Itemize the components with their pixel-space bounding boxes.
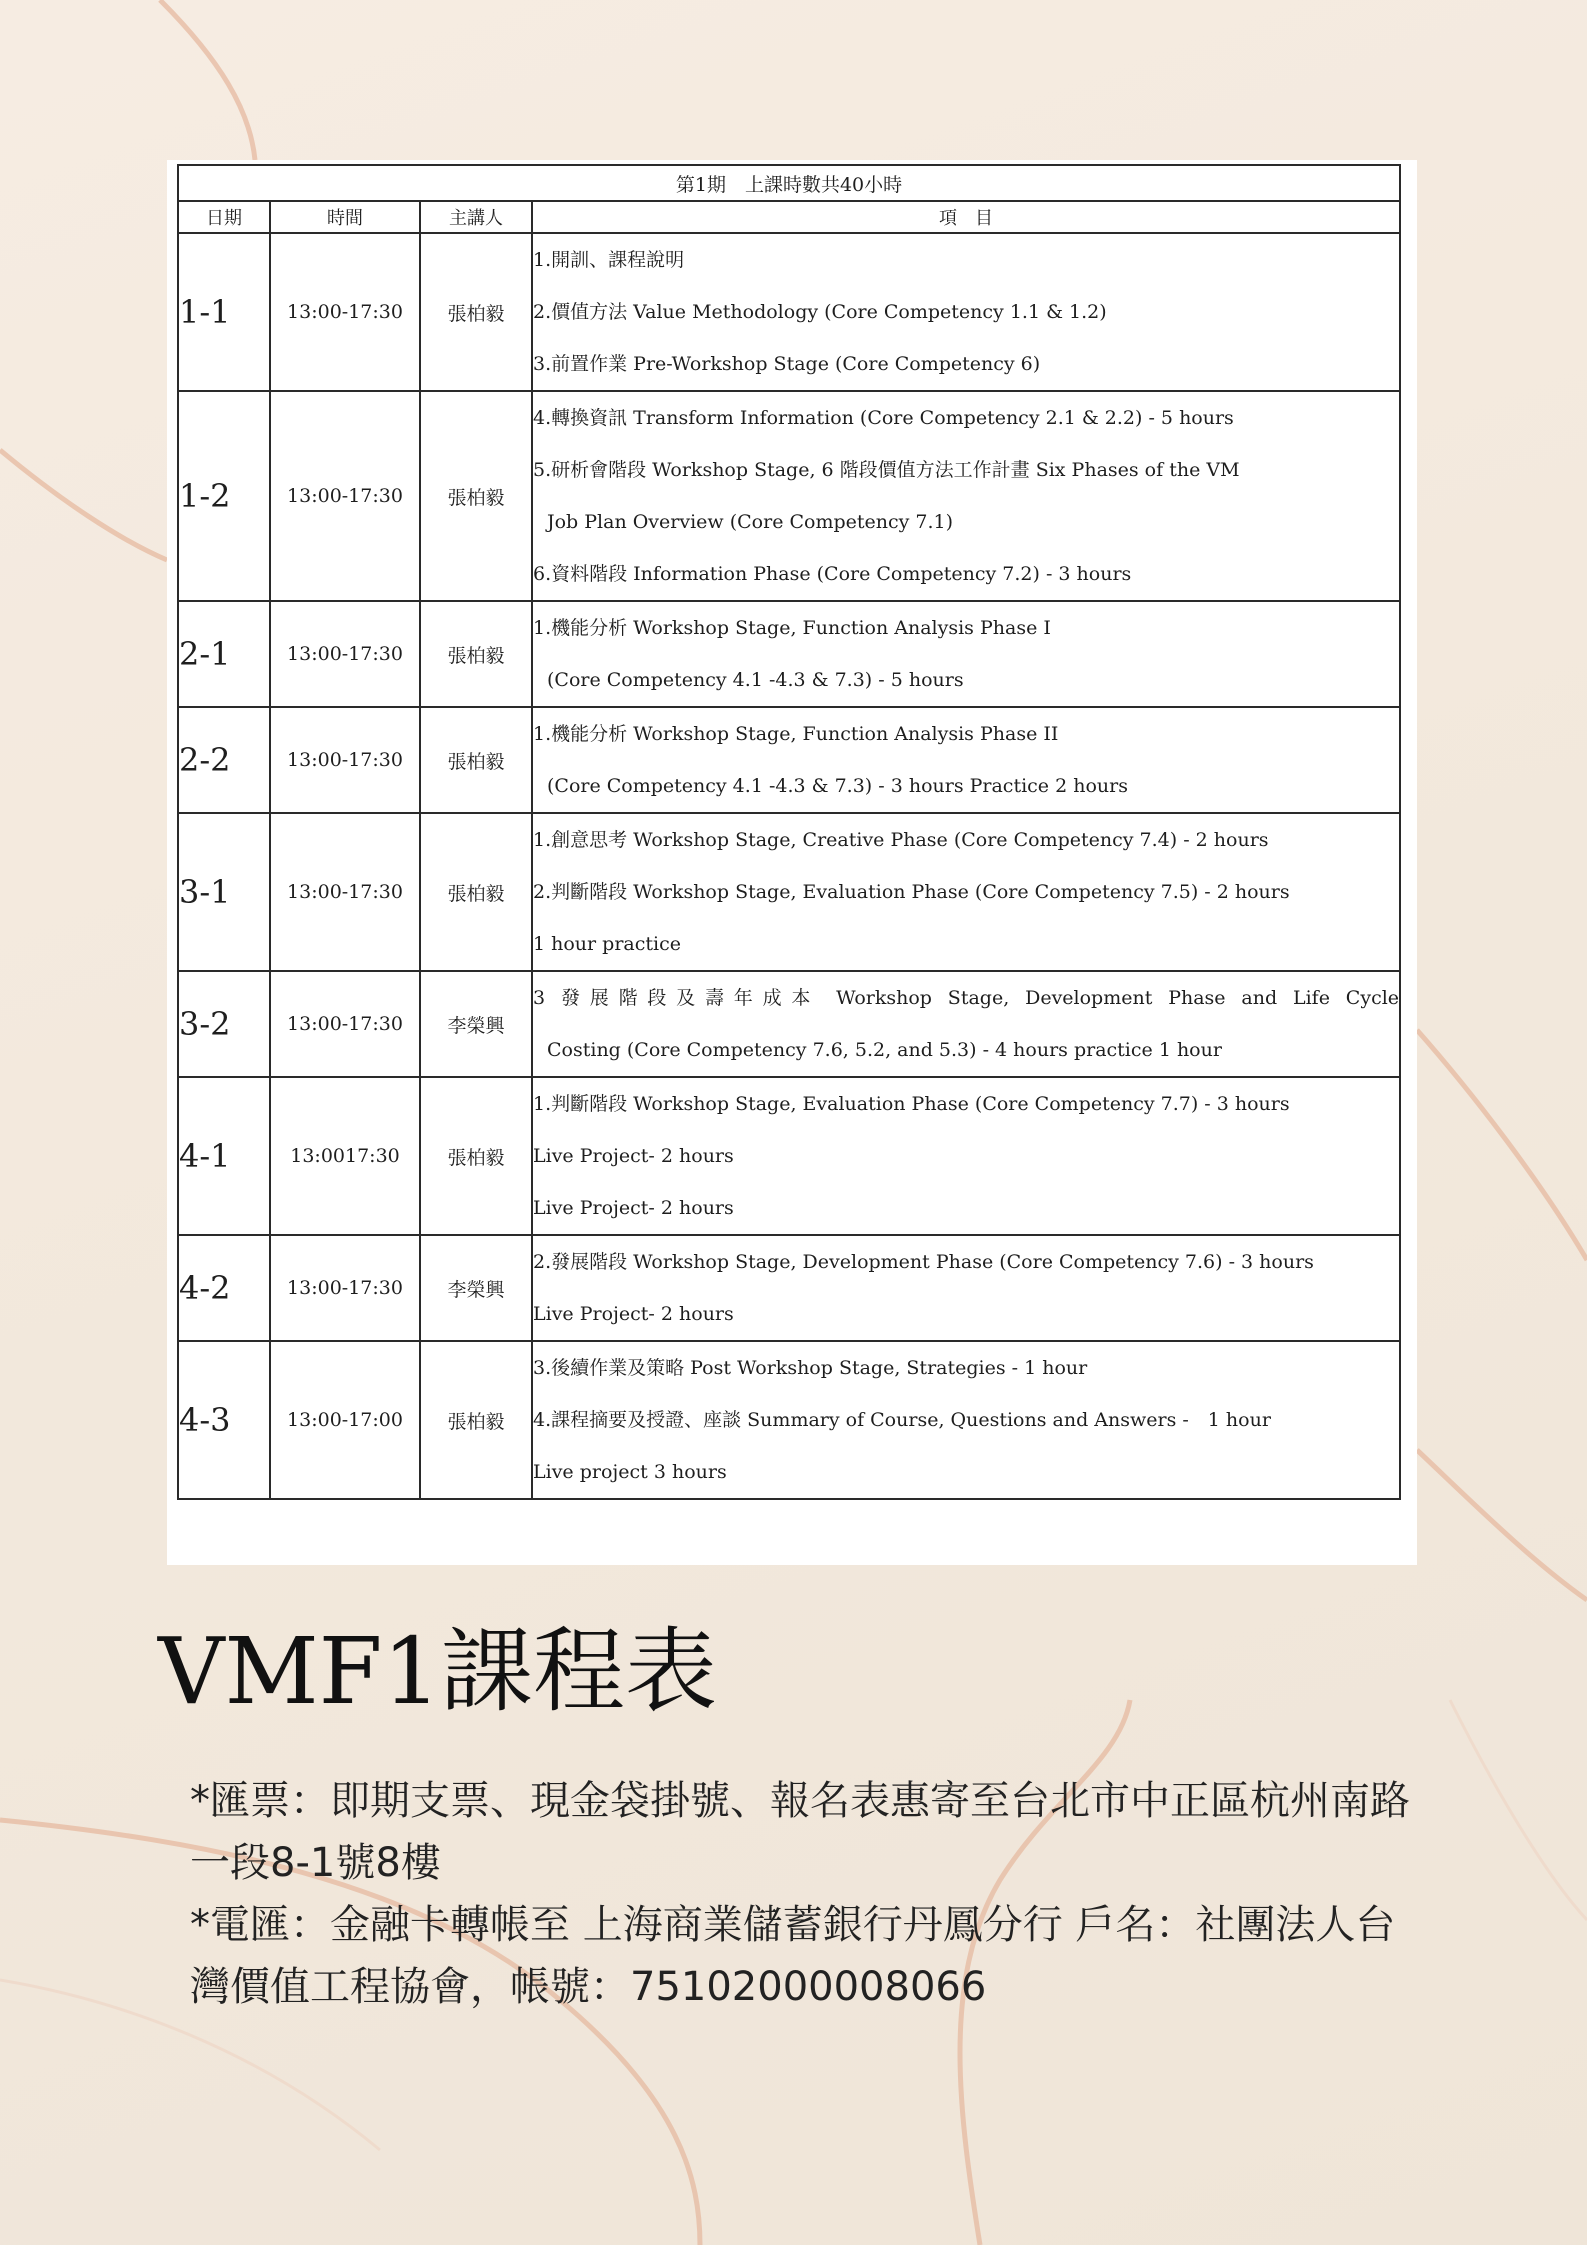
row-lecturer: 張柏毅 xyxy=(420,391,532,601)
wire-transfer-note: *電匯：金融卡轉帳至 上海商業儲蓄銀行丹鳳分行 戶名：社團法人台灣價值工程協會，帳號：75102000008066 xyxy=(190,1902,1396,2010)
row-time: 13:00-17:30 xyxy=(270,391,420,601)
table-row xyxy=(178,1077,1400,1235)
row-date: 4-3 xyxy=(178,1341,270,1499)
table-row xyxy=(178,1341,1400,1499)
table-title-row xyxy=(178,165,1400,201)
header-date: 日期 xyxy=(178,201,270,233)
row-date: 2-2 xyxy=(178,707,270,813)
item-line: 4.轉換資訊 Transform Information (Core Competency 2.1 & 2.2) - 5 hours xyxy=(533,407,1234,429)
row-time: 13:00-17:30 xyxy=(270,971,420,1077)
row-date: 4-2 xyxy=(178,1235,270,1341)
payment-notes xyxy=(190,1770,1420,2018)
row-items xyxy=(532,1341,1400,1499)
row-time: 13:00-17:30 xyxy=(270,601,420,707)
table-row xyxy=(178,707,1400,813)
table-row xyxy=(178,233,1400,391)
table-header-row xyxy=(178,201,1400,233)
row-lecturer: 李榮興 xyxy=(420,971,532,1077)
row-time: 13:00-17:30 xyxy=(270,233,420,391)
row-lecturer: 張柏毅 xyxy=(420,601,532,707)
schedule-table-card xyxy=(167,160,1417,1565)
row-lecturer: 張柏毅 xyxy=(420,707,532,813)
row-time: 13:00-17:30 xyxy=(270,813,420,971)
item-line: Live project 3 hours xyxy=(533,1461,727,1483)
table-title: 第1期 上課時數共40小時 xyxy=(178,165,1400,201)
item-line: 2.發展階段 Workshop Stage, Development Phase (Core Competency 7.6) - 3 hours xyxy=(533,1251,1314,1273)
item-line: Live Project- 2 hours xyxy=(533,1197,734,1219)
item-line: 1.創意思考 Workshop Stage, Creative Phase (Core Competency 7.4) - 2 hours xyxy=(533,829,1269,851)
item-line: 6.資料階段 Information Phase (Core Competency 7.2) - 3 hours xyxy=(533,563,1132,585)
item-line: 3.前置作業 Pre-Workshop Stage (Core Competency 6) xyxy=(533,353,1041,375)
item-line: 1 hour practice xyxy=(533,933,681,955)
row-lecturer: 李榮興 xyxy=(420,1235,532,1341)
row-date: 4-1 xyxy=(178,1077,270,1235)
row-items xyxy=(532,707,1400,813)
item-line: Costing (Core Competency 7.6, 5.2, and 5.3) - 4 hours practice 1 hour xyxy=(547,1039,1222,1061)
header-lecturer: 主講人 xyxy=(420,201,532,233)
table-row xyxy=(178,391,1400,601)
row-date: 3-2 xyxy=(178,971,270,1077)
item-line: 1.機能分析 Workshop Stage, Function Analysis Phase I xyxy=(533,617,1051,639)
item-line: 3 發展階段及壽年成本 Workshop Stage, Development Phase and Life Cycle xyxy=(533,987,1400,1009)
item-line: 1.開訓、課程說明 xyxy=(533,249,685,271)
schedule-table xyxy=(177,164,1401,1500)
item-line: 1.判斷階段 Workshop Stage, Evaluation Phase (Core Competency 7.7) - 3 hours xyxy=(533,1093,1290,1115)
header-time: 時間 xyxy=(270,201,420,233)
page-heading: VMF1課程表 xyxy=(158,1618,718,1725)
table-row xyxy=(178,971,1400,1077)
row-date: 1-2 xyxy=(178,391,270,601)
table-row xyxy=(178,1235,1400,1341)
row-lecturer: 張柏毅 xyxy=(420,1077,532,1235)
item-line: Job Plan Overview (Core Competency 7.1) xyxy=(547,511,954,533)
row-time: 13:00-17:00 xyxy=(270,1341,420,1499)
item-line: 1.機能分析 Workshop Stage, Function Analysis Phase II xyxy=(533,723,1059,745)
item-line: 2.判斷階段 Workshop Stage, Evaluation Phase (Core Competency 7.5) - 2 hours xyxy=(533,881,1290,903)
row-items xyxy=(532,1077,1400,1235)
row-time: 13:00-17:30 xyxy=(270,707,420,813)
item-line: 3.後續作業及策略 Post Workshop Stage, Strategies - 1 hour xyxy=(533,1357,1088,1379)
item-line: 2.價值方法 Value Methodology (Core Competency 1.1 & 1.2) xyxy=(533,301,1107,323)
item-line: 5.研析會階段 Workshop Stage, 6 階段價值方法工作計畫 Six Phases of the VM xyxy=(533,459,1240,481)
row-items xyxy=(532,1235,1400,1341)
money-order-note: *匯票：即期支票、現金袋掛號、報名表惠寄至台北市中正區杭州南路一段8-1號8樓 xyxy=(190,1778,1410,1886)
row-date: 3-1 xyxy=(178,813,270,971)
row-items xyxy=(532,391,1400,601)
item-line: (Core Competency 4.1 -4.3 & 7.3) - 5 hours xyxy=(547,669,964,691)
row-items xyxy=(532,971,1400,1077)
item-line: 4.課程摘要及授證、座談 Summary of Course, Questions and Answers - 1 hour xyxy=(533,1409,1271,1431)
item-line: Live Project- 2 hours xyxy=(533,1145,734,1167)
row-items xyxy=(532,233,1400,391)
row-time: 13:0017:30 xyxy=(270,1077,420,1235)
table-row xyxy=(178,601,1400,707)
row-lecturer: 張柏毅 xyxy=(420,813,532,971)
header-items: 項 目 xyxy=(532,201,1400,233)
row-items xyxy=(532,813,1400,971)
item-line: (Core Competency 4.1 -4.3 & 7.3) - 3 hours Practice 2 hours xyxy=(547,775,1128,797)
row-date: 2-1 xyxy=(178,601,270,707)
item-line: Live Project- 2 hours xyxy=(533,1303,734,1325)
row-items xyxy=(532,601,1400,707)
row-lecturer: 張柏毅 xyxy=(420,1341,532,1499)
row-time: 13:00-17:30 xyxy=(270,1235,420,1341)
row-lecturer: 張柏毅 xyxy=(420,233,532,391)
table-row xyxy=(178,813,1400,971)
row-date: 1-1 xyxy=(178,233,270,391)
